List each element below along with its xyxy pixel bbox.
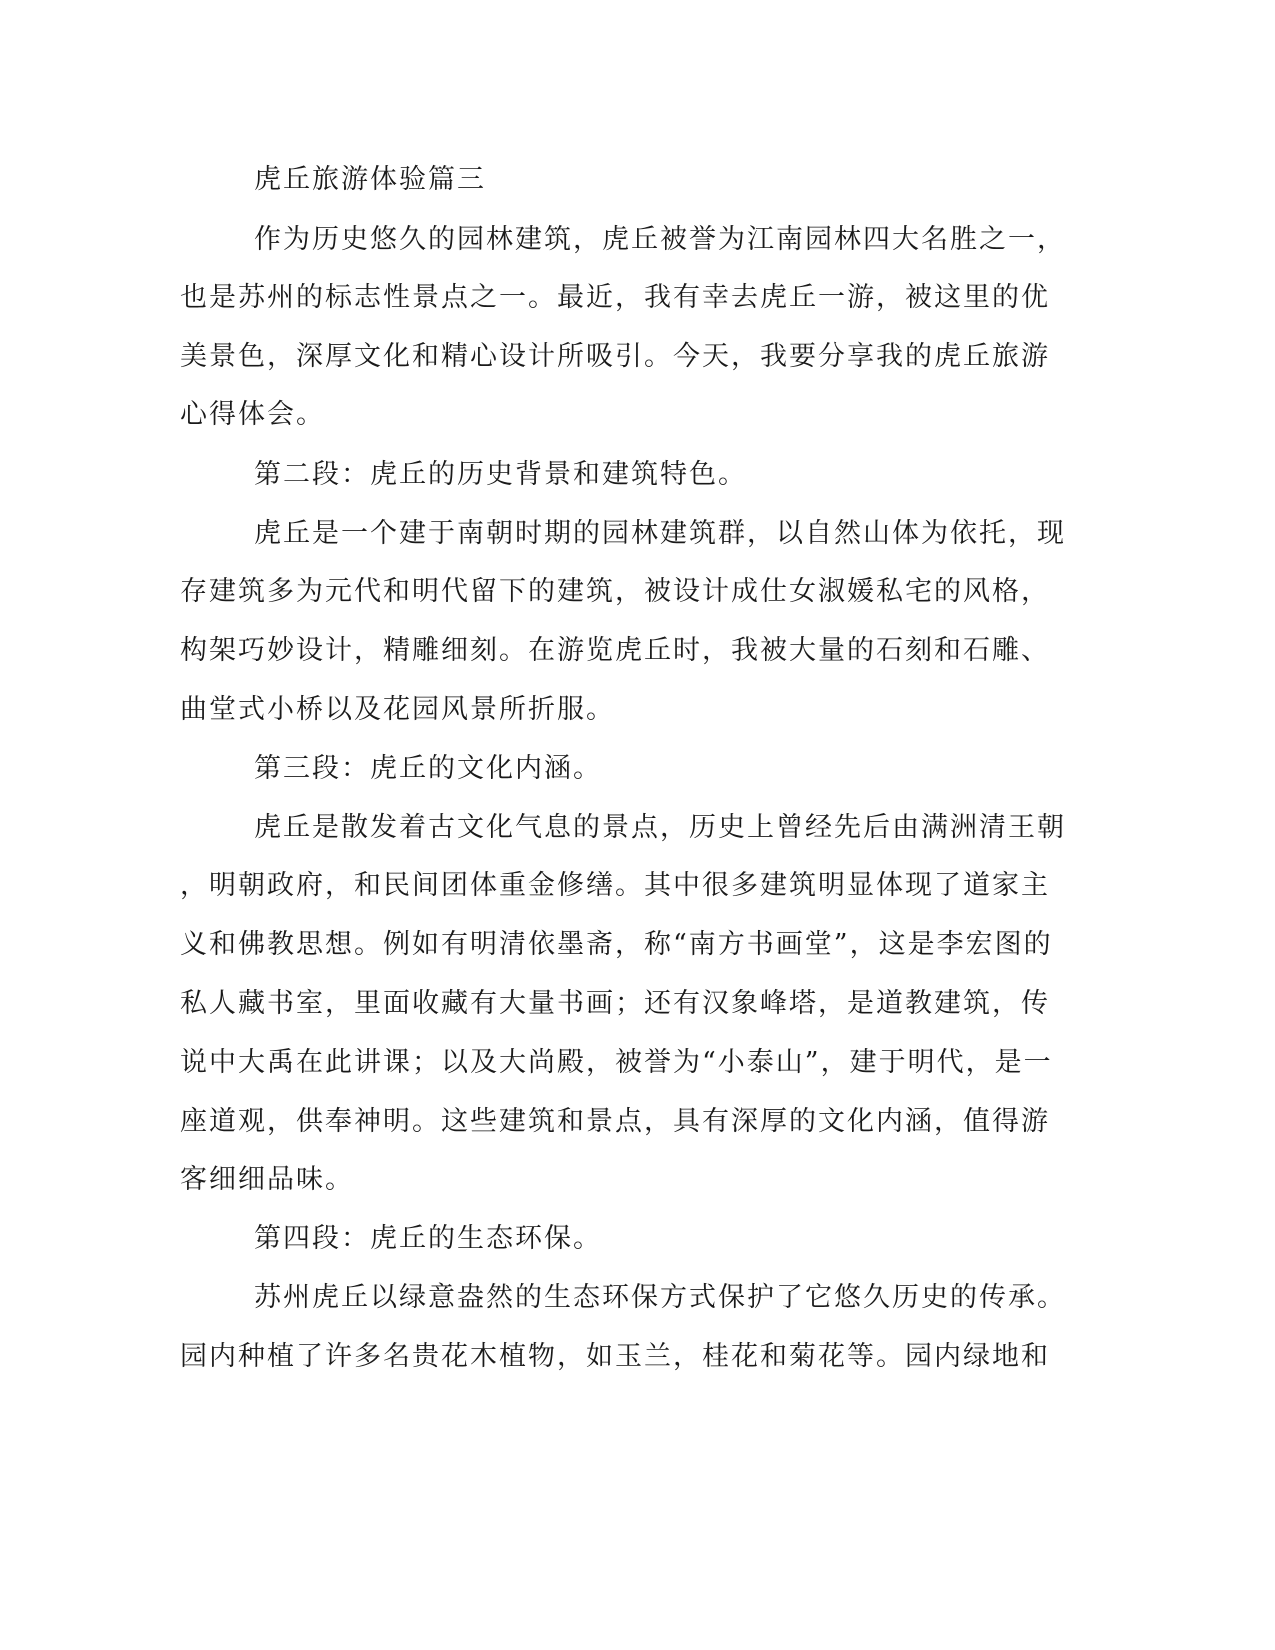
paragraph-line: ，明朝政府，和民间团体重金修缮。其中很多建筑明显体现了道家主 — [180, 870, 1050, 901]
paragraph-line: 说中大禹在此讲课；以及大尚殿，被誉为“小泰山”，建于明代，是一 — [180, 1047, 1053, 1078]
paragraph-line: 存建筑多为元代和明代留下的建筑，被设计成仕女淑媛私宅的风格， — [180, 576, 1050, 607]
paragraph-line: 曲堂式小桥以及花园风景所折服。 — [180, 694, 615, 725]
paragraph-line: 虎丘是散发着古文化气息的景点，历史上曾经先后由满洲清王朝 — [254, 812, 1066, 843]
paragraph-line: 美景色，深厚文化和精心设计所吸引。今天，我要分享我的虎丘旅游 — [180, 341, 1050, 372]
paragraph-line: 苏州虎丘以绿意盎然的生态环保方式保护了它悠久历史的传承。 — [254, 1282, 1066, 1313]
section-heading: 第二段：虎丘的历史背景和建筑特色。 — [254, 459, 747, 490]
section-heading: 第四段：虎丘的生态环保。 — [254, 1223, 602, 1254]
section-heading: 第三段：虎丘的文化内涵。 — [254, 753, 602, 784]
paragraph-line: 虎丘是一个建于南朝时期的园林建筑群，以自然山体为依托，现 — [254, 518, 1066, 549]
paragraph-line: 构架巧妙设计，精雕细刻。在游览虎丘时，我被大量的石刻和石雕、 — [180, 635, 1050, 666]
paragraph-line: 园内种植了许多名贵花木植物，如玉兰，桂花和菊花等。园内绿地和 — [180, 1341, 1050, 1372]
document-title: 虎丘旅游体验篇三 — [254, 164, 486, 195]
paragraph-line: 义和佛教思想。例如有明清依墨斋，称“南方书画堂”，这是李宏图的 — [180, 929, 1053, 960]
paragraph-line: 座道观，供奉神明。这些建筑和景点，具有深厚的文化内涵，值得游 — [180, 1106, 1050, 1137]
paragraph-line: 私人藏书室，里面收藏有大量书画；还有汉象峰塔，是道教建筑，传 — [180, 988, 1050, 1019]
paragraph-line: 客细细品味。 — [180, 1164, 354, 1195]
paragraph-line: 作为历史悠久的园林建筑，虎丘被誉为江南园林四大名胜之一， — [254, 224, 1066, 255]
paragraph-line: 心得体会。 — [180, 399, 325, 430]
paragraph-line: 也是苏州的标志性景点之一。最近，我有幸去虎丘一游，被这里的优 — [180, 282, 1050, 313]
